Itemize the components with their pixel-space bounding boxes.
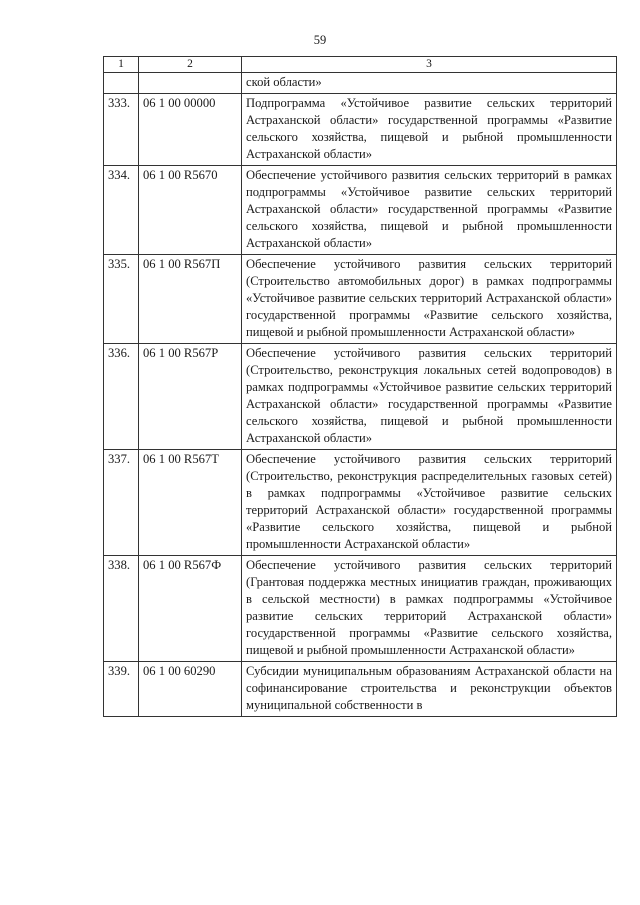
- table-row: [104, 662, 617, 717]
- continuation-text-cell: ской области»: [242, 73, 617, 94]
- continuation-code-cell: [139, 73, 242, 94]
- continuation-num-cell: [104, 73, 139, 94]
- row-code: 06 1 00 R567Т: [139, 450, 242, 556]
- row-code: 06 1 00 R567Р: [139, 344, 242, 450]
- row-code: 06 1 00 R567П: [139, 255, 242, 344]
- row-description: Обеспечение устойчивого развития сельских территорий (Строительство, реконструкция распределительных газовых сетей) в рамках подпрограммы «Устойчивое развитие сельских территорий Астраханской области» государственной программы «Развитие сельского хозяйства, пищевой и рыбной промышленности Астраханской области»: [242, 450, 617, 556]
- row-number: 338.: [104, 556, 139, 662]
- row-number: 339.: [104, 662, 139, 717]
- row-number: 335.: [104, 255, 139, 344]
- row-code: 06 1 00 R5670: [139, 166, 242, 255]
- row-number: 337.: [104, 450, 139, 556]
- row-description: Подпрограмма «Устойчивое развитие сельских территорий Астраханской области» государственной программы «Развитие сельского хозяйства, пищевой и рыбной промышленности Астраханской области»: [242, 94, 617, 166]
- row-code: 06 1 00 R567Ф: [139, 556, 242, 662]
- row-code: 06 1 00 60290: [139, 662, 242, 717]
- row-number: 333.: [104, 94, 139, 166]
- row-code: 06 1 00 00000: [139, 94, 242, 166]
- table-header-row: [104, 57, 617, 73]
- header-col-3: 3: [242, 57, 617, 73]
- row-description: Обеспечение устойчивого развития сельских территорий (Грантовая поддержка местных инициатив граждан, проживающих в сельской местности) в рамках подпрограммы «Устойчивое развитие сельских территорий Астраханской области» государственной программы «Развитие сельского хозяйства, пищевой и рыбной промышленности Астраханской области»: [242, 556, 617, 662]
- row-number: 334.: [104, 166, 139, 255]
- budget-classification-table: [103, 56, 617, 717]
- table-row: [104, 344, 617, 450]
- row-description: Обеспечение устойчивого развития сельских территорий (Строительство автомобильных дорог) в рамках подпрограммы «Устойчивое развитие сельских территорий Астраханской области» государственной программы «Развитие сельского хозяйства, пищевой и рыбной промышленности Астраханской области»: [242, 255, 617, 344]
- table-row: [104, 450, 617, 556]
- header-col-2: 2: [139, 57, 242, 73]
- row-description: Субсидии муниципальным образованиям Астраханской области на софинансирование строительства и реконструкции объектов муниципальной собственности в: [242, 662, 617, 717]
- row-number: 336.: [104, 344, 139, 450]
- page-number: 59: [313, 33, 327, 47]
- table-row: [104, 166, 617, 255]
- row-description: Обеспечение устойчивого развития сельских территорий (Строительство, реконструкция локальных сетей водопроводов) в рамках подпрограммы «Устойчивое развитие сельских территорий Астраханской области» государственной программы «Развитие сельского хозяйства, пищевой и рыбной промышленности Астраханской области»: [242, 344, 617, 450]
- table-row: [104, 556, 617, 662]
- table-row: [104, 94, 617, 166]
- table-row-continuation: [104, 73, 617, 94]
- header-col-1: 1: [104, 57, 139, 73]
- row-description: Обеспечение устойчивого развития сельских территорий в рамках подпрограммы «Устойчивое развитие сельских территорий Астраханской области» государственной программы «Развитие сельского хозяйства, пищевой и рыбной промышленности Астраханской области»: [242, 166, 617, 255]
- table-row: [104, 255, 617, 344]
